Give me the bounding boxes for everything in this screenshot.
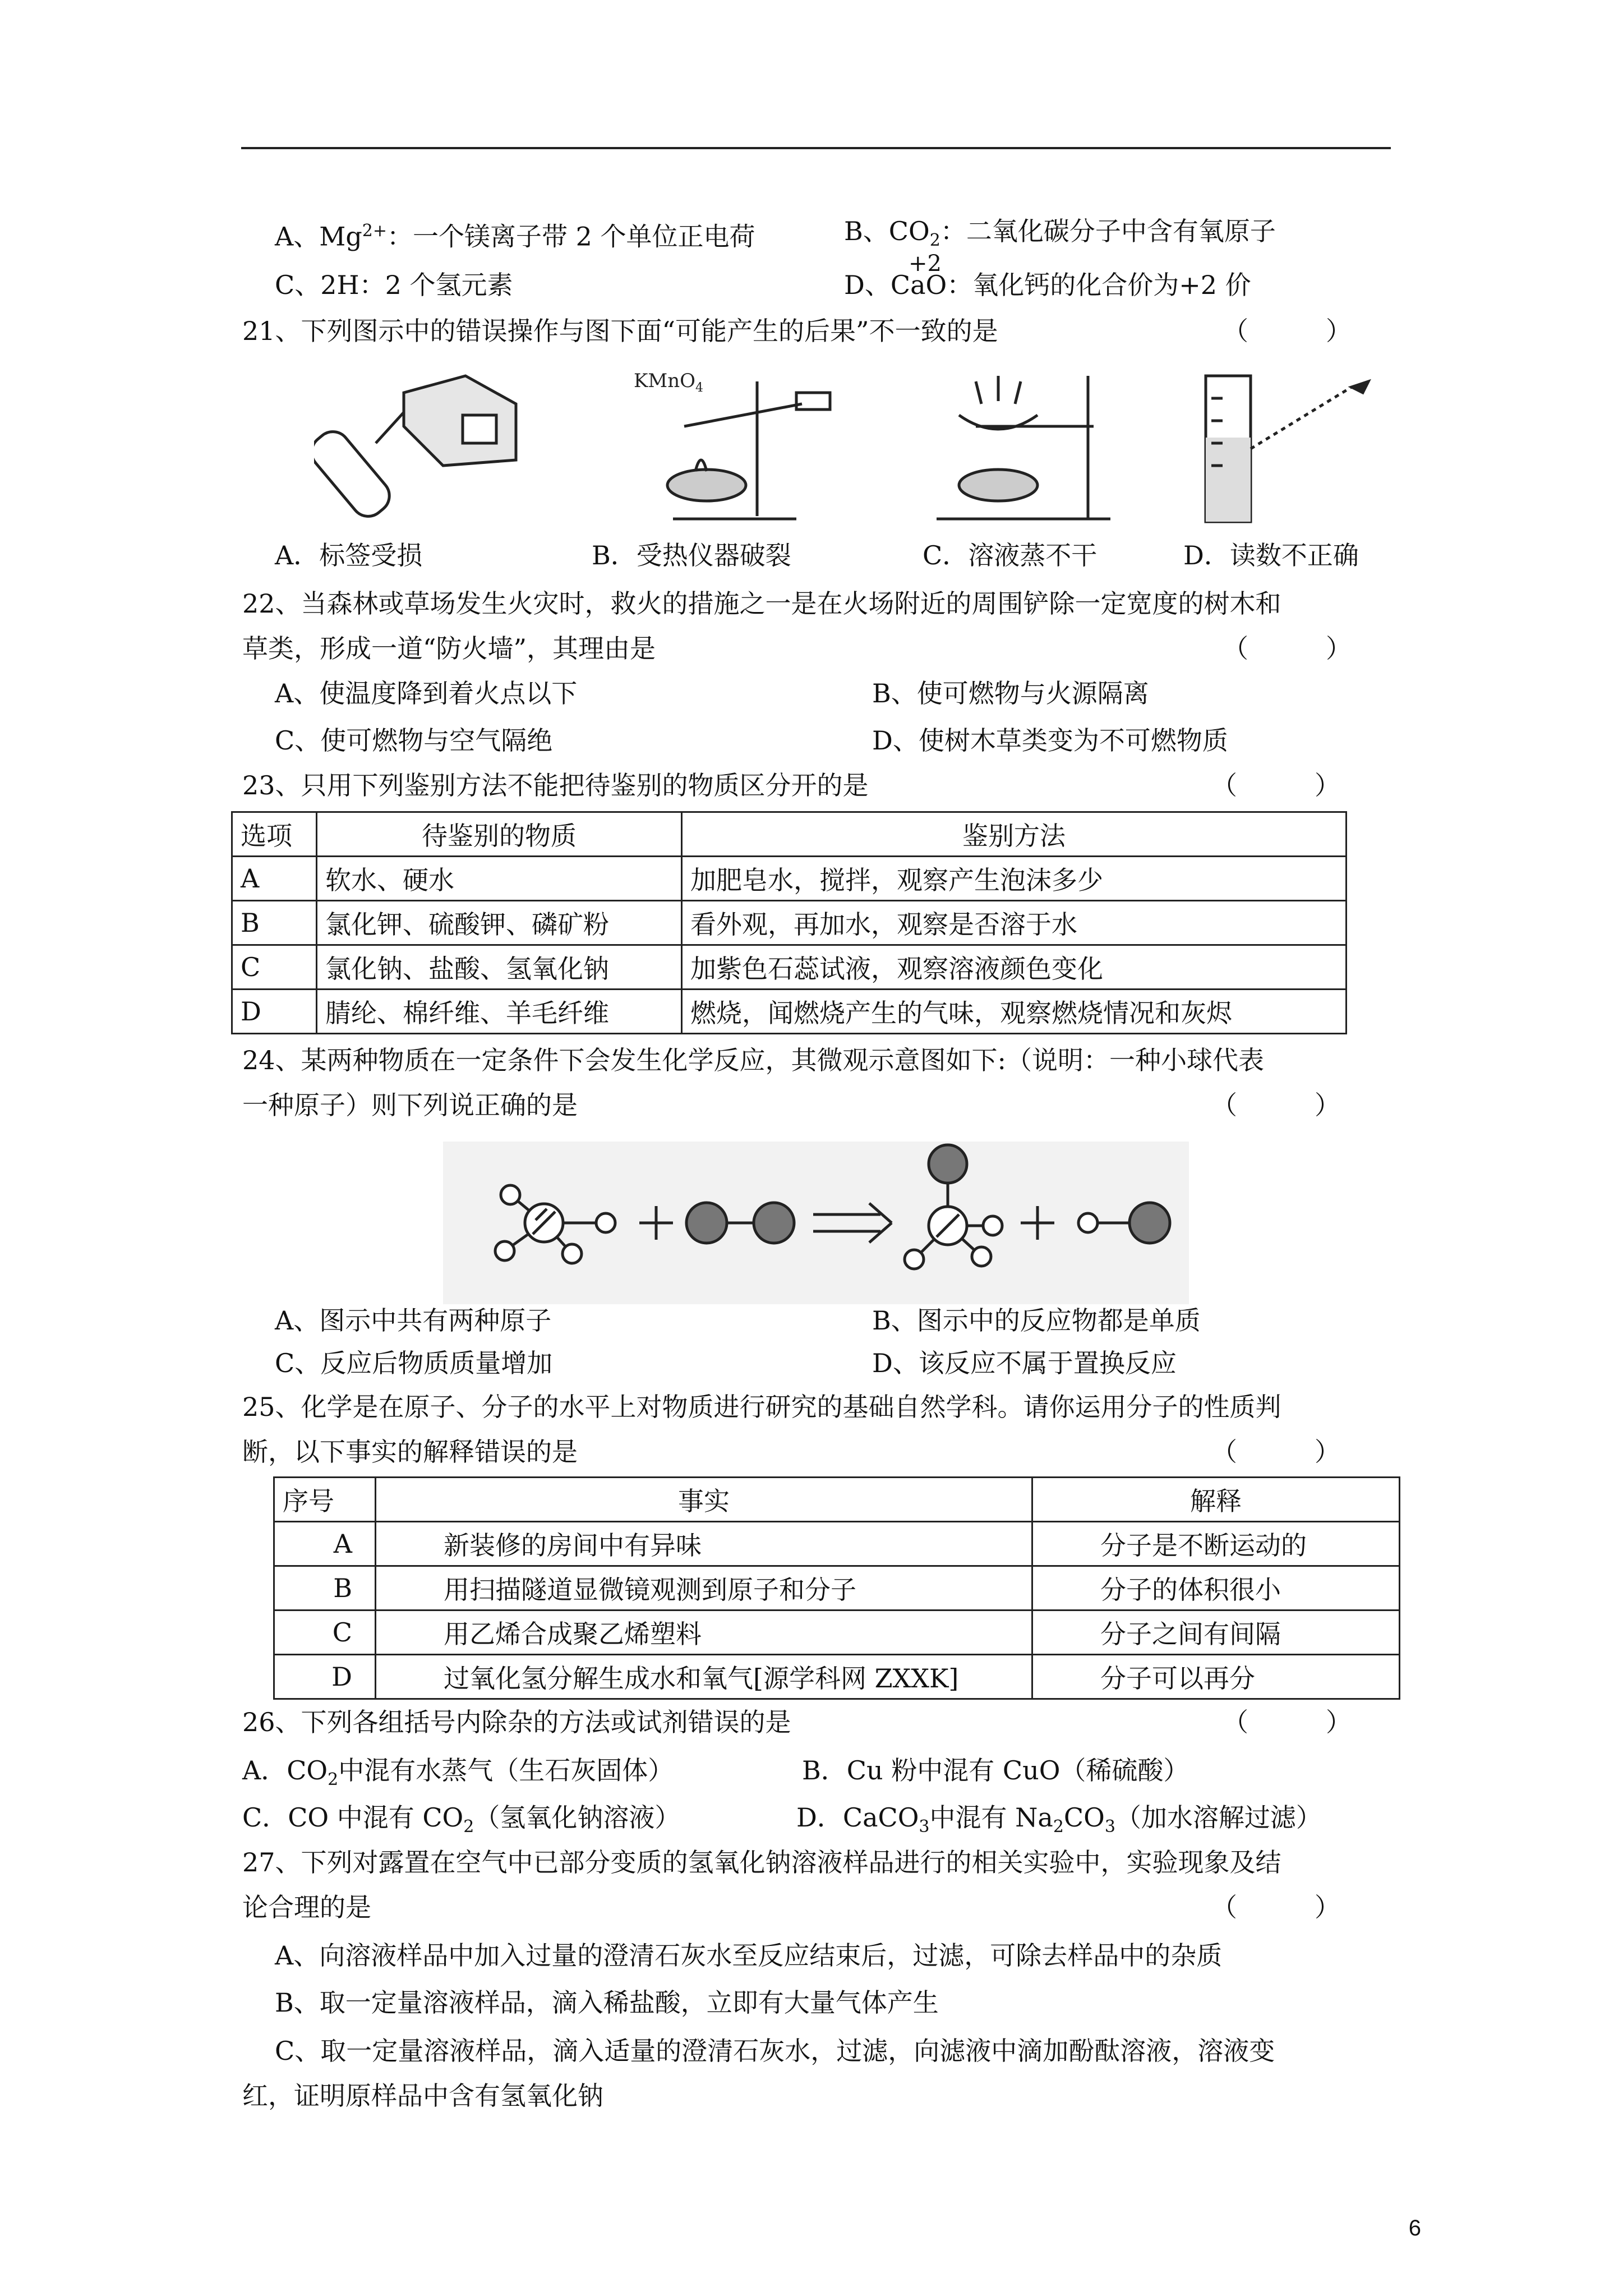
table-cell: 加紫色石蕊试液，观察溶液颜色变化	[682, 945, 1347, 990]
table-cell: 过氧化氢分解生成水和氧气[源学科网 ZXXK]	[376, 1655, 1032, 1699]
q26-option-a: A．$CO_2$中混有水蒸气（生石灰固体）	[242, 1755, 674, 1790]
table-row	[232, 901, 1347, 945]
header-rule	[241, 147, 1391, 149]
table-cell: 分子之间有间隔	[1032, 1611, 1400, 1655]
table-cell: 用乙烯合成聚乙烯塑料	[376, 1611, 1032, 1655]
table-cell: C	[232, 945, 317, 990]
table-cell: 看外观，再加水，观察是否溶于水	[682, 901, 1347, 945]
table-cell: B	[232, 901, 317, 945]
q27-stem-1: 27、下列对露置在空气中已部分变质的氢氧化钠溶液样品进行的相关实验中，实验现象及结	[242, 1847, 1281, 1878]
table-cell: D	[232, 990, 317, 1034]
svg-text:KMnO4	[634, 370, 703, 395]
table-header-cell: 选项	[232, 812, 317, 857]
table-cell: 加肥皂水，搅拌，观察产生泡沫多少	[682, 857, 1347, 901]
q20-option-d: D、CaO：氧化钙的化合价为+2 价	[844, 270, 1251, 300]
q23-table	[231, 811, 1347, 1034]
table-header-cell: 事实	[376, 1478, 1032, 1522]
q26-option-d: D．CaCO$_3$中混有 $Na_2CO_3$（加水溶解过滤）	[796, 1802, 1322, 1837]
q21-caption-a: A．标签受损	[275, 540, 423, 570]
table-row	[232, 945, 1347, 990]
table-row	[274, 1611, 1400, 1655]
q27-option-c-line-2: 红，证明原样品中含有氢氧化钠	[242, 2081, 603, 2111]
q24-option-b: B、图示中的反应物都是单质	[872, 1305, 1201, 1336]
q21-figure-b	[617, 359, 864, 527]
q23-stem: 23、只用下列鉴别方法不能把待鉴别的物质区分开的是	[242, 770, 869, 800]
page-number: 6	[1408, 2216, 1421, 2240]
q22-stem-1: 22、当森林或草场发生火灾时，救火的措施之一是在火场附近的周围铲除一定宽度的树木和	[242, 588, 1281, 619]
q23-answer-paren: （ ）	[1211, 770, 1340, 800]
q22-option-d: D、使树木草类变为不可燃物质	[872, 725, 1228, 756]
q21-figure-c	[925, 359, 1127, 527]
table-cell: 分子是不断运动的	[1032, 1522, 1400, 1566]
table-cell: 新装修的房间中有异味	[376, 1522, 1032, 1566]
q22-option-c: C、使可燃物与空气隔绝	[275, 725, 553, 756]
q24-option-c: C、反应后物质质量增加	[275, 1348, 553, 1378]
table-cell: B	[274, 1566, 376, 1611]
q27-option-c-line-1: C、取一定量溶液样品，滴入适量的澄清石灰水，过滤，向滤液中滴加酚酞溶液，溶液变	[275, 2036, 1275, 2066]
q24-option-d: D、该反应不属于置换反应	[872, 1348, 1177, 1378]
q24-option-a: A、图示中共有两种原子	[275, 1305, 552, 1336]
q25-stem-2: 断，以下事实的解释错误的是	[242, 1437, 578, 1467]
q24-answer-paren: （ ）	[1211, 1090, 1340, 1120]
table-cell: C	[274, 1611, 376, 1655]
test-tube-shape	[314, 425, 396, 522]
q26-option-c: C．CO 中混有 $CO_2$（氢氧化钠溶液）	[242, 1802, 681, 1837]
table-row	[232, 857, 1347, 901]
table-cell: 腈纶、棉纤维、羊毛纤维	[317, 990, 682, 1034]
table-cell: 用扫描隧道显微镜观测到原子和分子	[376, 1566, 1032, 1611]
table-cell: 分子的体积很小	[1032, 1566, 1400, 1611]
kmno4-label: KMnO	[634, 370, 695, 392]
table-cell: 软水、硬水	[317, 857, 682, 901]
q27-stem-2: 论合理的是	[242, 1892, 371, 1922]
q22-stem-2: 草类，形成一道“防火墙”，其理由是	[242, 633, 656, 664]
table-header-cell: 鉴别方法	[682, 812, 1347, 857]
q27-option-b: B、取一定量溶液样品，滴入稀盐酸，立即有大量气体产生	[275, 1987, 939, 2018]
table-cell: 分子可以再分	[1032, 1655, 1400, 1699]
q24-reaction-diagram	[443, 1142, 1189, 1304]
q20-option-c: C、2H：2 个氢元素	[275, 270, 513, 300]
q21-figure-d	[1189, 365, 1391, 527]
q21-caption-d: D．读数不正确	[1183, 540, 1359, 570]
q26-answer-paren: （ ）	[1223, 1707, 1352, 1737]
table-row	[274, 1655, 1400, 1699]
q26-stem: 26、下列各组括号内除杂的方法或试剂错误的是	[242, 1707, 791, 1737]
table-cell: D	[274, 1655, 376, 1699]
table-header-cell: 序号	[274, 1478, 376, 1522]
q21-stem: 21、下列图示中的错误操作与图下面“可能产生的后果”不一致的是	[242, 316, 998, 346]
table-row	[274, 1522, 1400, 1566]
table-cell: 氯化钠、盐酸、氢氧化钠	[317, 945, 682, 990]
table-row	[232, 990, 1347, 1034]
q20-option-b: B、$CO_2$：二氧化碳分子中含有氧原子	[844, 216, 1276, 251]
table-header-row	[232, 812, 1347, 857]
table-header-cell: 解释	[1032, 1478, 1400, 1522]
table-header-cell: 待鉴别的物质	[317, 812, 682, 857]
q27-answer-paren: （ ）	[1211, 1892, 1340, 1922]
q25-table	[273, 1476, 1400, 1700]
q20-option-a: A、$Mg^{2+}$：一个镁离子带 2 个单位正电荷	[275, 221, 755, 252]
q22-option-b: B、使可燃物与火源隔离	[872, 678, 1149, 708]
q22-option-a: A、使温度降到着火点以下	[275, 678, 578, 708]
q21-answer-paren: （ ）	[1223, 316, 1352, 346]
q25-answer-paren: （ ）	[1211, 1437, 1340, 1467]
q22-answer-paren: （ ）	[1223, 633, 1352, 664]
q27-option-a: A、向溶液样品中加入过量的澄清石灰水至反应结束后，过滤，可除去样品中的杂质	[275, 1940, 1223, 1971]
kmno4-sub: 4	[695, 381, 703, 395]
q26-option-b: B．Cu 粉中混有 CuO（稀硫酸）	[802, 1755, 1189, 1786]
table-cell: 燃烧，闻燃烧产生的气味，观察燃烧情况和灰烬	[682, 990, 1347, 1034]
q21-figure-a	[314, 359, 538, 522]
q20-valence-mark: +2	[909, 251, 942, 277]
table-cell: 氯化钾、硫酸钾、磷矿粉	[317, 901, 682, 945]
table-cell: A	[274, 1522, 376, 1566]
table-cell: A	[232, 857, 317, 901]
q21-caption-c: C．溶液蒸不干	[923, 540, 1098, 570]
q24-stem-2: 一种原子）则下列说正确的是	[242, 1090, 578, 1120]
q21-caption-b: B．受热仪器破裂	[592, 540, 791, 570]
q25-stem-1: 25、化学是在原子、分子的水平上对物质进行研究的基础自然学科。请你运用分子的性质判	[242, 1392, 1281, 1422]
table-row	[274, 1566, 1400, 1611]
table-header-row	[274, 1478, 1400, 1522]
q24-stem-1: 24、某两种物质在一定条件下会发生化学反应，其微观示意图如下:（说明：一种小球代表	[242, 1045, 1265, 1075]
